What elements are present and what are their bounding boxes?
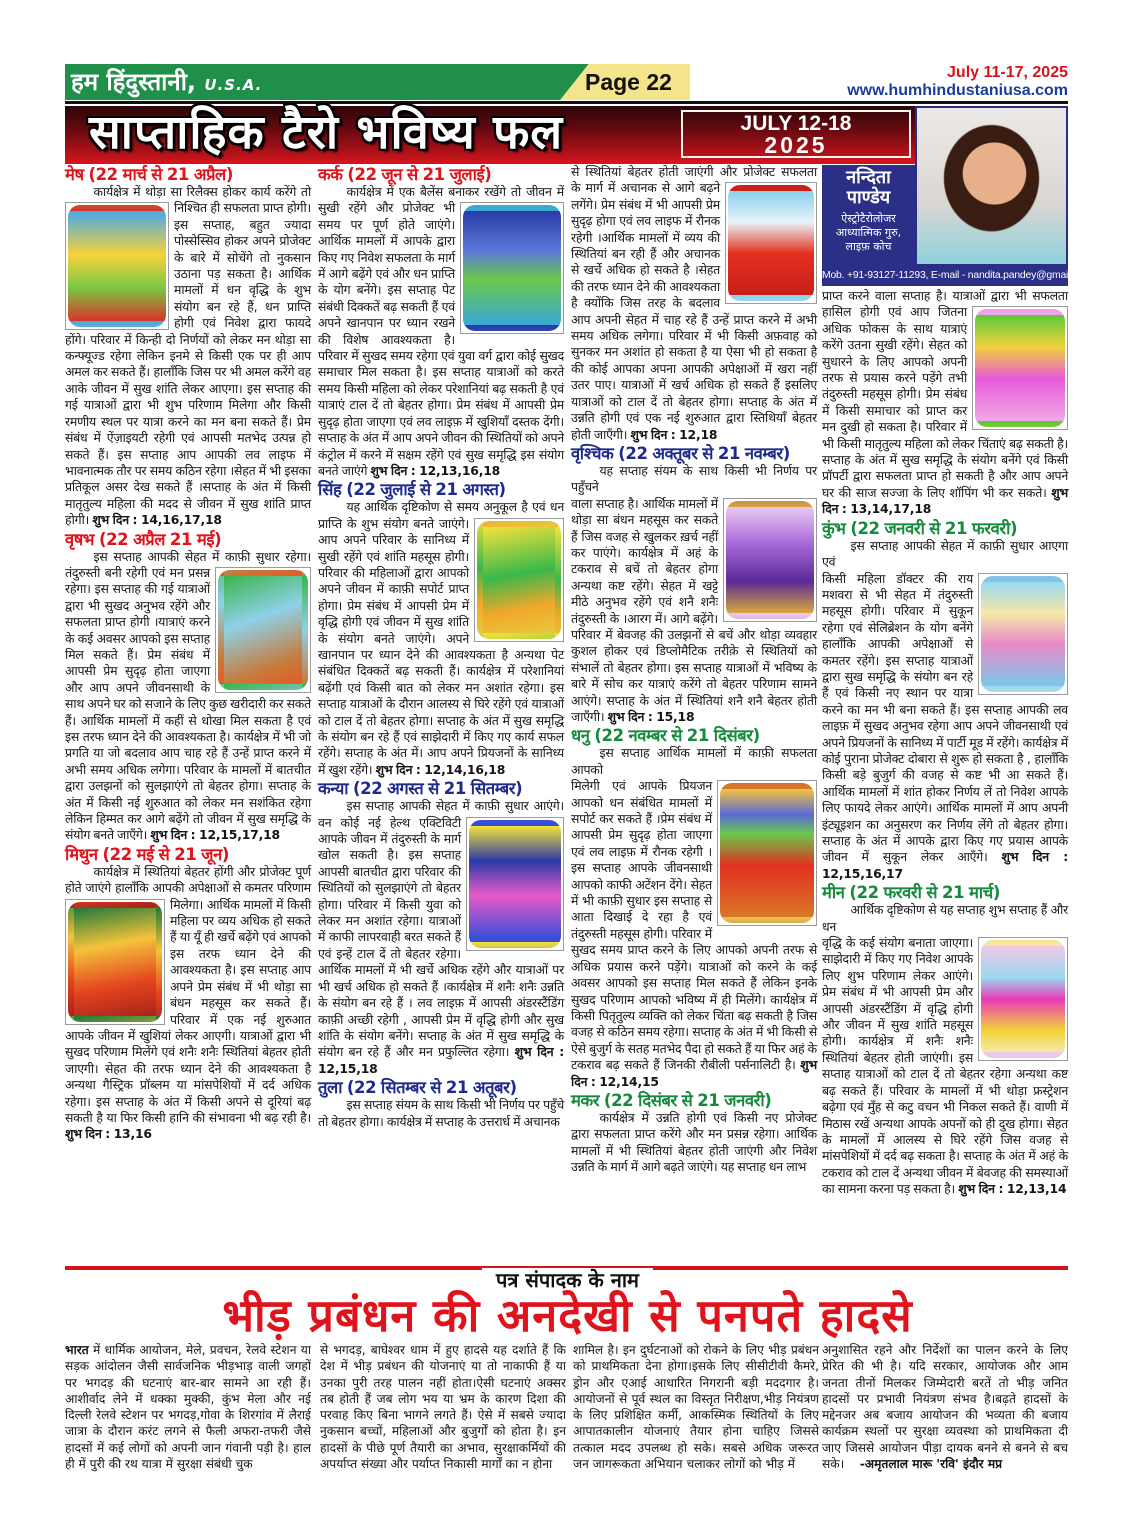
sign-text-dhanu-lead: इस सप्ताह आर्थिक मामलों में काफ़ी सफलता आपको: [571, 745, 817, 777]
sign-text-vrishchik: वाला सप्ताह है। आर्थिक मामलों में थोड़ा सा बंधन महसूस कर सकते हैं जिस वजह से खुलकर ख़र्च नहीं कर पाएंगे। कार्यक्षेत्र में अहं के टकराव से बचें तो बेहतर होगा अन्यथा कष्ट रहेंगे। सेहत में खट्टे मीठे अनुभव रहेंगे एवं शनै शनैः तंदुरुस्ती के ।आरग में। आगे बढ़ेंगे। परिवार में बेवजह की उलझनों से बचें और थोड़ा व्यवहार कुशल होकर एवं डिप्लोमैटिक तरीक़े से स्थितियों को संभालें तो बेहतर होगा। इस सप्ताह यात्राओं में भविष्य के बारे में सोच कर यात्राएं करेंगे तो बेहतर परिणाम सामने आएंगे। सप्ताह के अंत में स्थितियां शनै शनै बेहतर होती जाएँगी। शुभ दिन : 15,18: [571, 495, 817, 724]
sign-text-dhanu: मिलेगी एवं आपके प्रियजन आपको धन संबंधित मामलों में सपोर्ट कर सकते हैं ।प्रेम संबंध में आपसी प्रेम सुदृढ़ होता जाएगा एवं लव लाइफ़ में रौनक रहेगी ।इस सप्ताह आपके जीवनसाथी आपको काफी अटेंशन देंगे। सेहत में भी काफ़ी सुधार इस सप्ताह से आता दिखाई दे रहा है एवं तंदुरुस्ती महसूस होगी। परिवार में सुखद समय प्राप्त करने के लिए आपको अपनी तरफ से अधिक प्रयास करने पड़ेंगे। यात्राओं को करने के कई अवसर आपको इस सप्ताह मिल सकते हैं लेकिन इनके सुखद परिणाम आपको भविष्य में ही मिलेंगे। कार्यक्षेत्र में किसी पितृतुल्य व्यक्ति को लेकर चिंता बढ़ सकती है जिस वजह से कठिन समय रहेगा। सप्ताह के अंत में भी किसी से ऐसे बुजुर्ग के सतह मतभेद पैदा हो सकते हैं या फिर अहं के टकराव बढ़ सकते हैं जिनकी रौबीली पर्सनालिटी है। शुभ दिन : 12,14,15: [571, 778, 817, 1089]
sign-heading-kark: कर्क (22 जून से 21 जुलाई): [318, 165, 492, 184]
shubh-din-meen: 12,13,14: [1006, 1181, 1067, 1197]
author-photo: [915, 106, 1068, 266]
masthead-bar: [65, 64, 690, 100]
author-panel: [822, 165, 915, 266]
shubh-din-kanya: 12,15,18: [318, 1060, 378, 1076]
letter-lead-word: भारत: [65, 1343, 89, 1357]
tarot-card-image-mithun: [65, 899, 165, 1025]
horoscope-column-2: [318, 164, 564, 1130]
letter-column-3: [573, 1342, 819, 1472]
sign-text-simha: प्राप्ति के शुभ संयोग बनते जाएंगे।आप अपने परिवार के सानिध्य में सुखी रहेंगे एवं शांति महसूस होगी। परिवार की महिलाओं द्वारा आपको अपने जीवन में काफ़ी सपोर्ट प्राप्त होगा। प्रेम संबंध में आपसी प्रेम में वृद्धि होगी एवं जीवन में सुख शांति के संयोग बनते जाएंगे। अपने खानपान पर ध्यान देने की आवश्यकता है अन्यथा पेट संबंधित दिक्कतें बढ़ सकती हैं। कार्यक्षेत्र में परेशानियां बढ़ेंगी एवं किसी बात को लेकर मन अशांत रहेगा। इस सप्ताह यात्राओं के दौरान आलस्य से घिरे रहेंगे एवं यात्राओं को टाल दें तो बेहतर होगा। सप्ताह के अंत में सुख समृद्धि के संयोग बन रहे हैं एवं साझेदारी में किए गए कार्य सफल रहेंगे। सप्ताह के अंत में। आप अपने प्रियजनों के सानिध्य में खुश रहेंगे। शुभ दिन : 12,14,16,18: [318, 515, 564, 777]
sign-heading-mithun: मिथुन (22 मई से 21 जून): [65, 844, 229, 864]
sign-text-makar: द्वारा सफलता प्राप्त करेंगे और मन प्रसन्न रहेगा। आर्थिक मामलों में भी स्थितियां बेहतर होती जाएंगी और निवेश उन्नति के मार्ग में आगे बढ़ते जाएंगे। यह सप्ताह धन लाभ: [571, 1126, 817, 1175]
letters-section-label-text: पत्र संपादक के नाम: [482, 1268, 653, 1292]
shubh-din-vrishchik: 15,18: [656, 709, 695, 724]
sign-text-tula-cont: के मार्ग में अचानक से आगे बढ़ने लगेंगे। प्रेम संबंध में भी आपसी प्रेम सुदृढ़ होगा एवं लव लाइफ में रौनक रहेगी ।आर्थिक मामलों में व्यय की स्थितियां बन रही हैं और अचानक से खर्चे अधिक हो सकते है ।सेहत की तरफ ध्यान देने की आवश्यकता है क्योंकि जिस तरह के बदलाव आप अपनी सेहत में चाह रहे हैं उन्हें प्राप्त करने में अभी समय अधिक लगेगा। परिवार में भी किसी अफ़वाह को सुनकर मन अशांत हो सकता है या ऐसा भी हो सकता है की कोई आपका अपना आपकी अपेक्षाओं में खरा नहीं उतर पाए। यात्राओं में खर्च अधिक हो सकते हैं इसलिए यात्राओं को टाल दें तो बेहतर होगा। सप्ताह के अंत में उन्नति होगी एवं एक नई शुरुआत द्वारा स्तिथियाँ बेहतर होती जाएँगी। शुभ दिन : 12,18: [571, 180, 817, 442]
section-title: साप्ताहिक टैरो भविष्य फल: [89, 105, 564, 160]
letter-headline: भीड़ प्रबंधन की अनदेखी से पनपते हादसे: [222, 1289, 913, 1342]
tarot-card-image-vrishchik: [723, 498, 817, 622]
horoscope-column-4: [822, 288, 1068, 1198]
sign-heading-kanya: कन्या (22 अगस्त से 21 सितम्बर): [318, 779, 523, 799]
sign-text-kanya-lead: इस सप्ताह आपकी सेहत में काफ़ी सुधार आएंगे।: [346, 798, 564, 814]
author-contact: Mob. +91-93127-11293, E-mail - nandita.pandey@gmail.com: [822, 266, 1068, 286]
letter-column-1: [65, 1342, 311, 1472]
shubh-din-vrishabh: 12,15,17,18: [199, 827, 280, 843]
tarot-card-image-dhanu: [717, 780, 817, 926]
tarot-card-image-kumbh: [978, 573, 1068, 695]
shubh-din-mithun: 13,16: [113, 1126, 152, 1142]
sign-text-kark: सुखी रहेंगे और प्रोजेक्ट भी समय पर पूर्ण होते जाएंगे। आर्थिक मामलों में आपके द्वारा किए गए निवेश सफलता के मार्ग में आगे बढ़ेंगे एवं और धन प्राप्ति के योग बनेंगे। इस सप्ताह पेट संबंधी दिक्कतें बढ़ सकती हैं एवं अपने खानपान पर ध्यान रखने की विशेष आवश्यकता है। परिवार में सुखद समय रहेगा एवं युवा वर्ग द्वारा कोई सुखद समाचार मिल सकता है। इस सप्ताह यात्राओं को करते समय किसी महिला को लेकर परेशानियां बढ़ सकती है एवं यात्राएं टाल दें तो बेहतर होगा। प्रेम संबंध में आपसी प्रेम सुदृढ़ होता जाएगा एवं लव लाइफ़ में खुशियाँ दस्तक देंगी। सप्ताह के अंत में आप अपने जीवन की स्थितियों को अपने कंट्रोल में करने में सक्षम रहेंगे एवं सुख समृद्धि इस संयोग बनते जाएंगे शुभ दिन : 12,13,16,18: [318, 200, 564, 478]
shubh-din-kark: 12,13,16,18: [419, 462, 501, 478]
newspaper-suffix: U.S.A.: [204, 76, 263, 94]
sign-text-vrishabh: तंदुरुस्ती बनी रहेगी एवं मन प्रसन्न रहेगा। इस सप्ताह की गई यात्राओं द्वारा भी सुखद अनुभव रहेंगे और सफलता प्राप्त होगी ।यात्राएं करने के कई अवसर आपको इस सप्ताह मिल सकते हैं। प्रेम संबंध में आपसी प्रेम सुदृढ़ होता जाएगा और आप अपने जीवनसाथी के साथ अपने घर को सजाने के लिए कुछ खरीदारी कर सकते हैं। आर्थिक मामलों में कहीं से धोखा मिल सकता है एवं इस तरफ ध्यान देने की आवश्यकता है। कार्यक्षेत्र में भी जो प्रगति या जो बदलाव आप चाह रहे हैं उन्हें प्राप्त करने में अभी समय अधिक लगेगा। परिवार के मामलों में बातचीत द्वारा उलझनों को सुलझाएंगे तो बेहतर होगा। सप्ताह के अंत में किसी नई शुरुआत को लेकर मन सशंकित रहेगा लेकिन हिम्मत कर आगे बढ़ेंगे तो जीवन में सुख समृद्धि के संयोग बनते जाएँगे। शुभ दिन : 12,15,17,18: [65, 564, 311, 843]
sign-text-mithun-lead: कार्यक्षेत्र में स्थितियां बेहतर होंगी और प्रोजेक्ट पूर्ण: [93, 863, 311, 879]
sign-text-mesh-lead: कार्यक्षेत्र में थोड़ा सा रिलैक्स होकर कार्य करेंगे तो: [93, 184, 311, 199]
tarot-card-image-makar: [972, 306, 1068, 430]
page-number: Page 22: [585, 69, 672, 95]
letter-text: में धार्मिक आयोजन, मेले, प्रवचन, रेलवे स्टेशन या सड़क आंदोलन जैसी सार्वजनिक भीड़भाड़ वाली जगहों पर भगदड़ की घटनाएं बार-बार सामने आ रही हैं। आशीर्वाद लेने में धक्का मुक्की, कुंभ मेला और नई दिल्ली रेलवे स्टेशन पर भगदड़,गोवा के शिरगांव में लैराई जात्रा के दौरान करंट लगने से फैली अफरा-तफरी जैसे हादसों में कई लोगों को अपनी जान गंवानी पड़ी है। हाल ही में पुरी की रथ यात्रा में सुरक्षा संबंधी चुक: [65, 1343, 311, 1472]
tarot-card-image-kark: [460, 202, 564, 334]
sign-text-meen: वृद्धि के कई संयोग बनाता जाएगा। साझेदारी में किए गए निवेश आपके लिए शुभ परिणाम लेकर आएंगे। प्रेम संबंध में भी आपसी प्रेम और आपसी अंडरस्टैंडिंग में वृद्धि होगी और जीवन में सुख शांति महसूस होगी। कार्यक्षेत्र में शनैः शनैः स्थितियां बेहतर होती जाएंगी। इस सप्ताह यात्राओं को टाल दें तो बेहतर रहेगा अन्यथा कष्ट बढ़ सकते हैं। परिवार के मामलों में भी थोड़ा फ्रस्ट्रेशन बढ़ेगा एवं मुँह से कटु वचन भी निकल सकते हैं। वाणी में मिठास रखें अन्यथा आपके अपनों को ही दुख होगा। सेहत के मामलों में आलस्य से घिरे रहेंगे जिस वजह से मांसपेशियों में दर्द बढ़ सकता है। सप्ताह के अंत में अहं के टकराव को टाल दें अन्यथा जीवन में बेवजह की समस्याओं का सामना करना पड़ सकता है। शुभ दिन : 12,13,14: [822, 935, 1068, 1197]
letter-text: अनुशासित रहने और निर्देशों का पालन करने के लिए प्रेरित की भी है। यदि सरकार, आयोजक और आम जनता तीनों मिलकर जिम्मेदारी बरतें तो भीड़ जनित हादसों पर प्रभावी नियंत्रण संभव है।बढ़ते हादसों के मद्देनजर अब बजाय आयोजन की भव्यता की बजाय कार्यक्रम स्थलों पर सुरक्षा व्यवस्था को प्राथमिकता दी जाए जिससे आयोजन पीड़ा दायक बनने से बनने से बच सके।: [822, 1343, 1068, 1472]
sign-text-simha-lead: यह आर्थिक दृष्टिकोण से समय अनुकूल है एवं धन: [346, 499, 564, 515]
sign-text-tula-lead: इस सप्ताह संयम के साथ किसी भी निर्णय पर पहुँचे: [346, 1097, 564, 1113]
sign-text-makar-cont-lead: प्राप्त करने वाला सप्ताह है। यात्राओं द्वारा भी सफलता: [822, 288, 1068, 303]
sign-text-kumbh-lead: इस सप्ताह आपकी सेहत में काफ़ी सुधार आएगा एवं: [822, 537, 1068, 570]
sign-heading-kumbh: कुंभ (22 जनवरी से 21 फरवरी): [822, 518, 1018, 538]
sign-heading-meen: मीन (22 फरवरी से 21 मार्च): [822, 883, 1000, 903]
banner-date-box: [681, 110, 911, 158]
website-link[interactable]: www.humhindustaniusa.com: [847, 82, 1068, 99]
shubh-din-dhanu: 12,14,15: [599, 1073, 659, 1089]
dateline: [847, 64, 1068, 100]
tarot-card-image-simha: [474, 518, 564, 642]
horoscope-column-1: [65, 164, 311, 1143]
sign-text-meen-lead: आर्थिक दृष्टिकोण से यह सप्ताह शुभ सप्ताह हैं और धन: [822, 902, 1068, 934]
sign-text-vrishabh-lead: इस सप्ताह आपकी सेहत में काफ़ी सुधार रहेगा।: [93, 548, 311, 564]
sign-text-mesh: निश्चित ही सफलता प्राप्त होगी। इस सप्ताह, बहुत ज्यादा पोस्सेस्सिव होकर अपने प्रोजेक्ट के बारे में सोचेंगे तो नुकसान उठाना पड़ सकता है। आर्थिक मामलों में धन वृद्धि के शुभ संयोग बन रहे हैं, धन प्राप्ति होगी एवं निवेश द्वारा फायदे होंगे। परिवार में किन्ही दो निर्णयों को लेकर मन थोड़ा सा कन्फ्यूज्ड रहेगा लेकिन इनमे से किसी एक पर ही आप अमल कर सकते हैं। हालाँकि जिस पर भी अमल करेंगे वह आके जीवन में सुख शांति लेकर आएगा। इस सप्ताह की गई यात्राओं द्वारा भी शुभ परिणाम मिलेगा और किसी रमणीय स्थल पर यात्रा करने का मन बना सकते हैं। प्रेम संबंध में ऐंज़ाइयटी रहेगी एवं आपसी मतभेद उत्पन्न हो सकते हैं। इस सप्ताह आप आपकी लव लाइफ में भावनात्मक तौर पर समय कठिन रहेगा ।सेहत में भी इसका प्रतिकूल असर देख सकते हैं ।सप्ताह के अंत में किसी मातृतुल्य महिला की मदद से जीवन में सुख शांति प्राप्त होगी। शुभ दिन : 14,16,17,18: [65, 200, 311, 528]
tarot-card-image-meen: [978, 937, 1068, 1061]
section-banner: [65, 106, 915, 160]
sign-text-vrishchik-lead: यह सप्ताह संयम के साथ किसी भी निर्णय पर पहुँचने: [571, 462, 817, 495]
sign-heading-simha: सिंह (22 जुलाई से 21 अगस्त): [318, 480, 506, 500]
sign-text-kumbh: किसी महिला डॉक्टर की राय मशवरा से भी सेहत में तंदुरुस्ती महसूस होगी। परिवार में सुकून रहेगा एवं सेलिब्रेशन के योग बनेंगे हालाँकि आपकी अपेक्षाओं से कमतर रहेंगे। इस सप्ताह यात्राओं द्वारा सुख समृद्धि के संयोग बन रहे हैं एवं किसी नए स्थान पर यात्रा करने का मन भी बना सकते हैं। इस सप्ताह आपकी लव लाइफ़ में सुखद अनुभव रहेगा आप अपने जीवनसाथी एवं अपने प्रियजनों के सानिध्य में पार्टी मूड में रहेंगे। कार्यक्षेत्र में कोई पुराना प्रोजेक्ट दोबारा से शुरू हो सकता है , हालाँकि किसी बड़े बुजुर्ग की वजह से कष्ट भी आ सकते हैं। आर्थिक मामलों में शांत होकर निर्णय लें तो निवेश आपके लिए फायदे लेकर आएंगे। आर्थिक मामलों में आप अपनी इंट्यूइशन का अनुसरण कर निर्णय लेंगे तो बेहतर होगा। सप्ताह के अंत में आपके द्वारा किए गए प्रयास आपके जीवन में सुकून लेकर आएँगे। शुभ दिन : 12,15,16,17: [822, 570, 1068, 881]
letter-text: से भगदड़, बाघेश्वर धाम में हुए हादसे यह दर्शाते हैं कि देश में भीड़ प्रबंधन की योजनाएं या तो नाकाफी हैं या उनका पुरी तरह पालन नहीं होता।ऐसी घटनाएं अक्सर तब होती हैं जब लोग भय या भ्रम के कारण दिशा की परवाह किए बिना भागने लगते हैं। ऐसे में सबसे ज्यादा नुकसान बच्चों, महिलाओं और बुजुर्गों को होता है। इन हादसों के पीछे पूर्ण तैयारी का अभाव, सुरक्षाकर्मियों की अपर्याप्त संख्या और पर्याप्त निकासी मार्गों का न होना: [320, 1343, 566, 1472]
issue-date: July 11-17, 2025: [947, 64, 1068, 81]
letter-column-4: [822, 1342, 1068, 1472]
shubh-din-simha: 12,14,16,18: [424, 761, 506, 777]
sign-text-kanya: वन कोई नई हेल्थ एक्टिविटी आपके जीवन में तंदुरुस्ती के मार्ग खोल सकती है। इस सप्ताह आपसी बातचीत द्वारा परिवार की स्थितियों को सुलझाएंगे तो बेहतर होगा। परिवार में किसी युवा को लेकर मन अशांत रहेगा। यात्राओं में काफी लापरवाही बरत सकते हैं एवं इन्हें टाल दें तो बेहतर रहेगा। आर्थिक मामलों में भी खर्चे अधिक रहेंगे और यात्राओं पर भी खर्च अधिक हो सकते हैं ।कार्यक्षेत्र में शनैः शनैः उन्नति के संयोग बन रहे हैं । लव लाइफ़ में आपसी अंडरस्टैंडिंग काफ़ी अच्छी रहेगी , आपसी प्रेम में वृद्धि होगी और सुख शांति के संयोग बनेंगे। सप्ताह के अंत में सुख समृद्धि के संयोग बन रहे हैं और मन प्रफुल्लित रहेगा। शुभ दिन : 12,15,18: [318, 814, 564, 1076]
tarot-card-image-kanya: [466, 817, 564, 951]
shubh-din-tula: 12,18: [679, 426, 718, 442]
sign-heading-makar: मकर (22 दिसंबर से 21 जनवरी): [571, 1090, 772, 1110]
tarot-card-image-vrishabh: [215, 567, 311, 693]
sign-text-mithun-lead2: होते जाएंगे हालाँकि आपकी अपेक्षाओं से कमतर परिणाम: [65, 880, 311, 896]
author-role: लाइफ़ कोच: [845, 240, 892, 253]
banner-date-year: 2025: [764, 132, 828, 158]
letter-signature: -अमृतलाल मारू 'रवि' इंदौर मप्र: [859, 1457, 1003, 1472]
tarot-card-image-mesh: [65, 202, 169, 330]
author-role: ऐस्ट्रोटैरोलोजर: [841, 212, 896, 225]
sign-heading-vrishchik: वृश्चिक (22 अक्तूबर से 21 नवम्बर): [571, 443, 790, 463]
sign-text-makar-cont: हासिल होगी एवं आप जितना अधिक फोकस के साथ यात्राएं करेंगे उतना सुखी रहेंगे। सेहत को सुधारने के लिए आपको अपनी तरफ से प्रयास करने पड़ेंगे तभी तंदुरुस्ती महसूस होगी। प्रेम संबंध में किसी समाचार को प्राप्त कर मन दुखी हो सकता है। परिवार में भी किसी मातृतुल्य महिला को लेकर चिंताएं बढ़ सकती है। सप्ताह के अंत में सुख समृद्धि के संयोग बनेंगे एवं किसी प्रॉपर्टी द्वारा सफलता प्राप्त हो सकती है और आप अपने घर की साज सज्जा के लिए शॉपिंग भी कर सकते। शुभ दिन : 13,14,17,18: [822, 304, 1068, 517]
sign-heading-mesh: मेष (22 मार्च से 21 अप्रैल): [65, 165, 233, 184]
sign-text-kark-lead: कार्यक्षेत्र में एक बैलेंस बनाकर रखेंगे तो जीवन में: [346, 184, 564, 199]
tarot-card-image-tula: [725, 182, 817, 304]
letter-column-2: [320, 1342, 566, 1472]
horoscope-column-3: [571, 164, 817, 1176]
author-last-name: पाण्डेय: [846, 187, 891, 208]
author-role: आध्यात्मिक गुरु,: [835, 226, 902, 239]
letter-text: शामिल है। इन दुर्घटनाओं को रोकने के लिए भीड़ प्रबंधन को प्राथमिकता देना होगा।इसके लिए सीसीटीवी कैमरे, ड्रोन और एआई आधारित निगरानी बड़ी मददगार है। आयोजनों से पूर्व स्थल का विस्तृत निरीक्षण,भीड़ नियंत्रण के लिए प्रशिक्षित कर्मी, आकस्मिक स्थितियों के लिए आपातकालीन योजनाएं तैयार होना चाहिए जिससे तत्काल मदद उपलब्ध हो सके। सबसे अधिक जरूरत जन जागरूकता अभियान चलाकर लोगों को भीड़ में: [573, 1343, 819, 1472]
sign-heading-tula: तुला (22 सितम्बर से 21 अतूबर): [318, 1078, 517, 1098]
author-first-name: नन्दिता: [846, 167, 891, 188]
sign-text-tula: तो बेहतर होगा। कार्यक्षेत्र में सप्ताह के उत्तरार्ध में अचानक: [318, 1113, 560, 1129]
shubh-din-mesh: 14,16,17,18: [140, 512, 222, 528]
shubh-din-makar: 13,14,17,18: [850, 501, 932, 517]
sign-text-mithun: मिलेगा। आर्थिक मामलों में किसी महिला पर व्यय अधिक हो सकते हैं या यूँ ही खर्चे बढ़ेंगे एवं आपको इस तरफ ध्यान देने की आवश्यकता है। इस सप्ताह आप अपने प्रेम संबंध में भी थोड़ा सा बंधन महसूस कर सकते हैं। परिवार में एक नई शुरुआत आपके जीवन में खुशियां लेकर आएगी। यात्राओं द्वारा भी सुखद परिणाम मिलेंगे एवं शनैः शनैः स्थितियां बेहतर होती जाएगी। सेहत की तरफ ध्यान देने की आवश्यकता है अन्यथा गैस्ट्रिक प्रॉब्लम या मांसपेशियों में दर्द अधिक रहेगा। इस सप्ताह के अंत में किसी अपने से दूरियां बढ़ सकती है या फिर किसी हानि की संभावना भी बढ़ रही है। शुभ दिन : 13,16: [65, 896, 311, 1142]
sign-heading-dhanu: धनु (22 नवम्बर से 21 दिसंबर): [571, 726, 760, 746]
sign-text-tula-cont-lead: से स्थितियां बेहतर होती जाएंगी और प्रोजेक्ट सफलता: [571, 164, 817, 179]
shubh-din-kumbh: 12,15,16,17: [822, 865, 903, 881]
newspaper-name-text: हम हिंदुस्तानी,: [71, 68, 197, 96]
sign-heading-vrishabh: वृषभ (22 अप्रैल 21 मई): [65, 529, 222, 549]
newspaper-name: [71, 67, 262, 100]
banner-date-range: JULY 12-18: [740, 112, 852, 135]
sign-text-makar-lead: कार्यक्षेत्र में उन्नति होगी एवं किसी नए प्रोजेक्ट: [599, 1109, 817, 1125]
